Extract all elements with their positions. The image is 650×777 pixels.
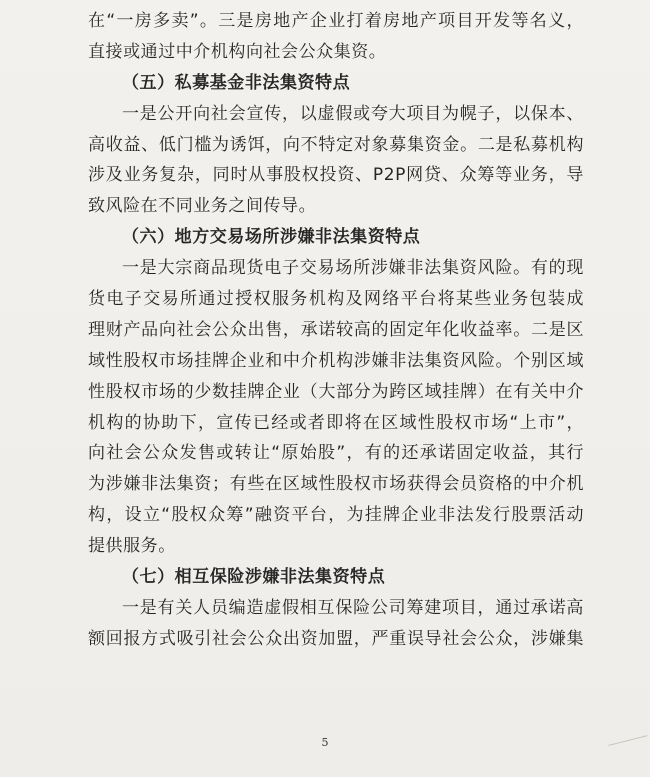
paragraph-line: 理财产品向社会公众出售，承诺较高的固定年化收益率。二是区 (88, 319, 584, 340)
paragraph-line: 额回报方式吸引社会公众出资加盟，严重误导社会公众，涉嫌集 (88, 628, 584, 649)
paragraph-line: 域性股权市场挂牌企业和中介机构涉嫌非法集资风险。个别区域 (88, 350, 584, 371)
paragraph-line: 货电子交易所通过授权服务机构及网络平台将某些业务包装成 (88, 289, 584, 310)
paragraph-line: 为涉嫌非法集资；有些在区域性股权市场获得会员资格的中介机 (88, 474, 584, 495)
paragraph-first-line: 一是公开向社会宣传，以虚假或夸大项目为幌子，以保本、 (122, 103, 584, 124)
paragraph-last-line: 致风险在不同业务之间传导。 (88, 196, 317, 217)
page-number: 5 (321, 736, 329, 749)
section-heading: （五）私募基金非法集资特点 (122, 72, 351, 93)
document-body (88, 6, 584, 655)
paragraph-first-line: 一是大宗商品现货电子交易场所涉嫌非法集资风险。有的现 (122, 258, 584, 279)
paragraph-last-line: 直接或通过中介机构向社会公众集资。 (88, 41, 387, 62)
section-heading: （六）地方交易场所涉嫌非法集资特点 (122, 227, 421, 248)
paragraph-last-line: 提供服务。 (88, 536, 176, 557)
paragraph-line: 向社会公众发售或转让“原始股”，有的还承诺固定收益，其行 (88, 443, 584, 464)
paragraph-line: 在“一房多卖”。三是房地产企业打着房地产项目开发等名义， (88, 11, 584, 31)
section-heading: （七）相互保险涉嫌非法集资特点 (122, 567, 386, 588)
paragraph-first-line: 一是有关人员编造虚假相互保险公司筹建项目，通过承诺高 (122, 597, 584, 618)
paragraph-line: 构，设立“股权众筹”融资平台，为挂牌企业非法发行股票活动 (88, 505, 584, 526)
paragraph-line: 涉及业务复杂，同时从事股权投资、P2P网贷、众筹等业务，导 (88, 165, 584, 186)
paragraph-line: 性股权市场的少数挂牌企业（大部分为跨区域挂牌）在有关中介 (88, 381, 584, 402)
paragraph-line: 高收益、低门槛为诱饵，向不特定对象募集资金。二是私募机构 (88, 134, 584, 155)
paragraph-line: 机构的协助下，宣传已经或者即将在区域性股权市场“上市”， (88, 412, 584, 433)
